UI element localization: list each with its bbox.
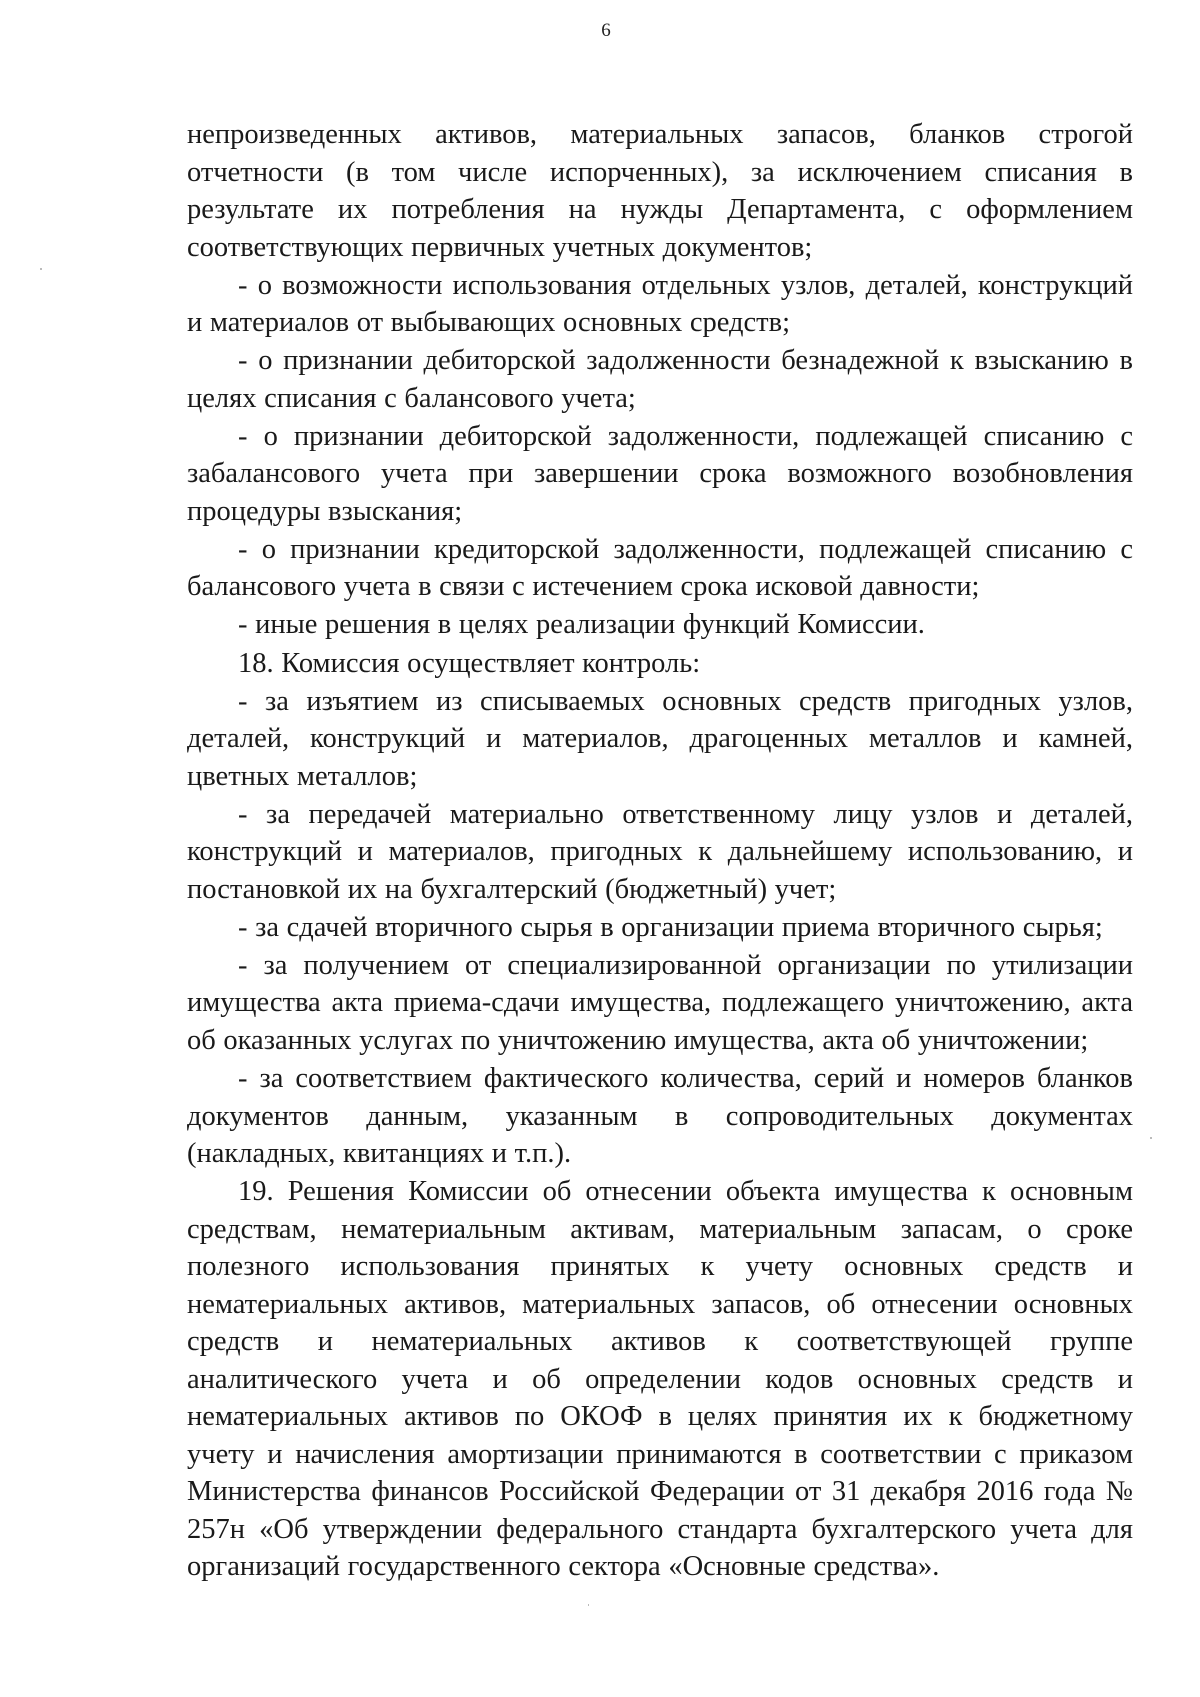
paragraph: непроизведенных активов, материальных запасов, бланков строгой отчетности (в том числе испорченных), за исключением списания в результате их потребления на нужды Департамента, с оформлением соответствующих первичных учетных документов; (187, 119, 1133, 263)
scan-speck (588, 1604, 589, 1606)
paragraph: - иные решения в целях реализации функций Комиссии. (238, 609, 925, 641)
paragraph: 19. Решения Комиссии об отнесении объекта имущества к основным средствам, нематериальным активам, материальным запасам, о сроке полезного использования принятых к учету основных средств и нематериальных активов, материальных запасов, об отнесении основных средств и нематериальных активов к соответствующей группе аналитического учета и об определении кодов основных средств и нематериальных активов по ОКОФ в целях принятия их к бюджетному учету и начисления амортизации принимаются в соответствии с приказом Министерства финансов Российской Федерации от 31 декабря 2016 года № 257н «Об утверждении федерального стандарта бухгалтерского учета для организаций государственного сектора «Основные средства». (187, 1176, 1133, 1583)
paragraph: - о возможности использования отдельных узлов, деталей, конструкций и материалов от выбывающих основных средств; (187, 269, 1133, 339)
paragraph: - за соответствием фактического количества, серий и номеров бланков документов данным, указанным в сопроводительных документах (накладных, квитанциях и т.п.). (187, 1063, 1133, 1170)
scan-speck (40, 268, 42, 270)
paragraph: 18. Комиссия осуществляет контроль: (238, 647, 701, 679)
paragraph: - за передачей материально ответственному лицу узлов и деталей, конструкций и материалов, пригодных к дальнейшему использованию, и постановкой их на бухгалтерский (бюджетный) учет; (187, 798, 1133, 905)
paragraph: - о признании дебиторской задолженности безнадежной к взысканию в целях списания с балансового учета; (187, 345, 1133, 414)
paragraph: - за сдачей вторичного сырья в организации приема вторичного сырья; (238, 911, 1103, 943)
paragraph: - за получением от специализированной организации по утилизации имущества акта приема-сдачи имущества, подлежащего уничтожению, акта об оказанных услугах по уничтожению имущества, акта об уничтожении; (187, 949, 1133, 1056)
paragraph: - о признании дебиторской задолженности, подлежащей списанию с забалансового учета при завершении срока возможного возобновления процедуры взыскания; (187, 420, 1133, 527)
document-body (187, 116, 1133, 1586)
paragraph: - за изъятием из списываемых основных средств пригодных узлов, деталей, конструкций и материалов, драгоценных металлов и камней, цветных металлов; (187, 685, 1133, 792)
paragraph: - о признании кредиторской задолженности, подлежащей списанию с балансового учета в связи с истечением срока исковой давности; (187, 533, 1133, 603)
scan-speck (1150, 1137, 1152, 1139)
page-number: 6 (601, 20, 611, 41)
